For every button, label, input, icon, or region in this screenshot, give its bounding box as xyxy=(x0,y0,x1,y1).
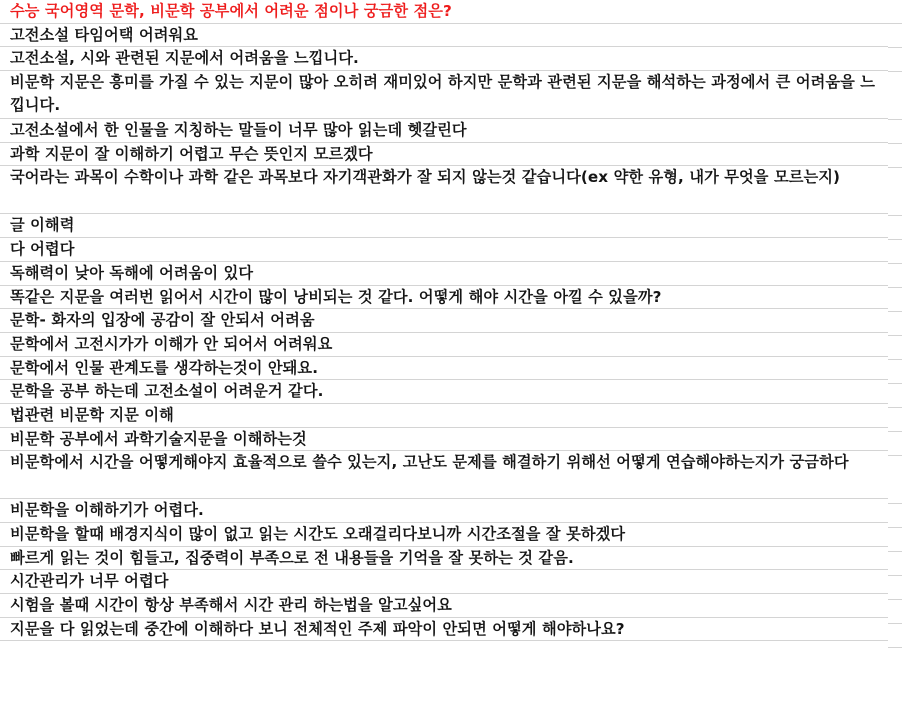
gridline xyxy=(888,575,902,576)
gridline xyxy=(888,143,902,144)
adjacent-empty-column[interactable] xyxy=(888,0,902,707)
response-cell[interactable]: 문학에서 고전시가가 이해가 안 되어서 어려워요 xyxy=(0,333,888,357)
response-cell[interactable]: 법관련 비문학 지문 이해 xyxy=(0,404,888,428)
gridline xyxy=(888,335,902,336)
gridline xyxy=(888,383,902,384)
gridline xyxy=(888,527,902,528)
gridline xyxy=(888,623,902,624)
response-cell[interactable]: 고전소설, 시와 관련된 지문에서 어려움을 느낍니다. xyxy=(0,47,888,71)
gridline xyxy=(888,119,902,120)
gridline xyxy=(888,23,902,24)
gridline xyxy=(888,407,902,408)
response-cell[interactable]: 과학 지문이 잘 이해하기 어렵고 무슨 뜻인지 모르겠다 xyxy=(0,143,888,167)
response-cell[interactable]: 독해력이 낮아 독해에 어려움이 있다 xyxy=(0,262,888,286)
response-cell[interactable]: 비문학 지문은 흥미를 가질 수 있는 지문이 많아 오히려 재미있어 하지만 문학과 관련된 지문을 해석하는 과정에서 큰 어려움을 느낍니다. xyxy=(0,71,888,119)
response-cell[interactable]: 문학에서 인물 관계도를 생각하는것이 안돼요. xyxy=(0,357,888,381)
response-cell[interactable]: 고전소설 타임어택 어려워요 xyxy=(0,24,888,48)
response-cell[interactable]: 비문학에서 시간을 어떻게해야지 효율적으로 쓸수 있는지, 고난도 문제를 해결하기 위해선 어떻게 연습해야하는지가 궁금하다 xyxy=(0,451,888,499)
gridline xyxy=(888,287,902,288)
response-cell[interactable]: 비문학 공부에서 과학기술지문을 이해하는것 xyxy=(0,428,888,452)
gridline xyxy=(888,359,902,360)
header-cell[interactable]: 수능 국어영역 문학, 비문학 공부에서 어려운 점이나 궁금한 점은? xyxy=(0,0,888,24)
response-cell[interactable]: 비문학을 할때 배경지식이 많이 없고 읽는 시간도 오래걸리다보니까 시간조절을 잘 못하겠다 xyxy=(0,523,888,547)
gridline xyxy=(888,647,902,648)
gridline xyxy=(888,431,902,432)
response-cell[interactable]: 시간관리가 너무 어렵다 xyxy=(0,570,888,594)
gridline xyxy=(888,263,902,264)
response-cell[interactable]: 고전소설에서 한 인물을 지칭하는 말들이 너무 많아 읽는데 헷갈린다 xyxy=(0,119,888,143)
gridline xyxy=(888,239,902,240)
gridline xyxy=(888,311,902,312)
response-cell[interactable]: 똑같은 지문을 여러번 읽어서 시간이 많이 낭비되는 것 같다. 어떻게 해야 시간을 아낄 수 있을까? xyxy=(0,286,888,310)
gridline xyxy=(888,551,902,552)
gridline xyxy=(888,71,902,72)
response-cell[interactable]: 글 이해력 xyxy=(0,214,888,238)
gridline xyxy=(888,503,902,504)
response-cell[interactable]: 문학- 화자의 입장에 공감이 잘 안되서 어려움 xyxy=(0,309,888,333)
response-cell[interactable]: 문학을 공부 하는데 고전소설이 어려운거 같다. xyxy=(0,380,888,404)
response-cell[interactable]: 국어라는 과목이 수학이나 과학 같은 과목보다 자기객관화가 잘 되지 않는것 같습니다(ex 약한 유형, 내가 무엇을 모르는지) xyxy=(0,166,888,214)
gridline xyxy=(888,599,902,600)
response-cell[interactable]: 빠르게 읽는 것이 힘들고, 집중력이 부족으로 전 내용들을 기억을 잘 못하는 것 같음. xyxy=(0,547,888,571)
gridline xyxy=(888,167,902,168)
response-cell[interactable]: 시험을 볼때 시간이 항상 부족해서 시간 관리 하는법을 알고싶어요 xyxy=(0,594,888,618)
response-cell[interactable]: 다 어렵다 xyxy=(0,238,888,262)
response-cell[interactable]: 비문학을 이해하기가 어렵다. xyxy=(0,499,888,523)
gridline xyxy=(888,455,902,456)
gridline xyxy=(888,215,902,216)
response-cell[interactable]: 지문을 다 읽었는데 중간에 이해하다 보니 전체적인 주제 파악이 안되면 어떻게 해야하나요? xyxy=(0,618,888,642)
gridline xyxy=(888,47,902,48)
